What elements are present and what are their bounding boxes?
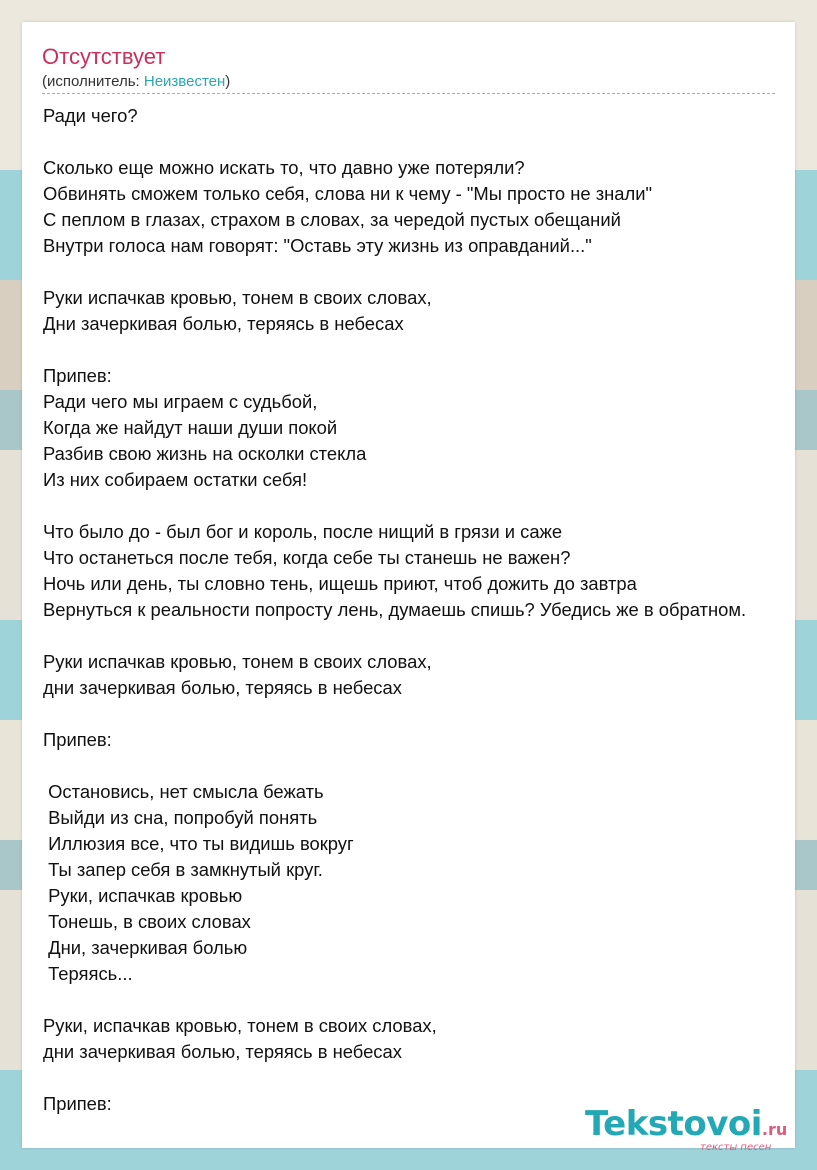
blank-line (43, 129, 746, 155)
song-title: Отсутствует (42, 44, 166, 69)
lyric-line: Разбив свою жизнь на осколки стекла (43, 443, 367, 464)
blank-line (43, 753, 746, 779)
lyric-line: Когда же найдут наши души покой (43, 417, 338, 438)
lyric-line: Вернуться к реальности попросту лень, думаешь спишь? Убедись же в обратном. (43, 599, 747, 620)
lyric-line: Из них собираем остатки себя! (43, 469, 308, 490)
lyric-line: Руки, испачкав кровью (43, 885, 243, 906)
artist-line (42, 73, 230, 91)
divider (42, 93, 775, 94)
lyric-line: Иллюзия все, что ты видишь вокруг (43, 833, 354, 854)
blank-line (43, 701, 746, 727)
lyric-line: дни зачеркивая болью, теряясь в небесах (43, 677, 402, 698)
site-logo[interactable] (585, 1104, 788, 1153)
lyric-line: Припев: (43, 1093, 112, 1114)
lyric-line: Ночь или день, ты словно тень, ищешь приют, чтоб дожить до завтра (43, 573, 637, 594)
lyric-line: Ради чего? (43, 105, 138, 126)
lyric-line: Остановись, нет смысла бежать (43, 781, 324, 802)
logo-main-text: Tekstovoi (585, 1104, 762, 1144)
lyric-line: Руки испачкав кровью, тонем в своих словах, (43, 287, 432, 308)
artist-prefix: (исполнитель: (42, 73, 144, 90)
blank-line (43, 1065, 746, 1091)
lyric-line: Ради чего мы играем с судьбой, (43, 391, 318, 412)
lyric-line: Что останеться после тебя, когда себе ты станешь не важен? (43, 547, 571, 568)
lyric-line: дни зачеркивая болью, теряясь в небесах (43, 1041, 402, 1062)
artist-link[interactable]: Неизвестен (143, 73, 226, 90)
lyric-line: Руки испачкав кровью, тонем в своих словах, (43, 651, 432, 672)
blank-line (43, 987, 746, 1013)
lyric-line: Внутри голоса нам говорят: "Оставь эту жизнь из оправданий..." (43, 235, 592, 256)
lyric-line: Обвинять сможем только себя, слова ни к чему - "Мы просто не знали" (43, 183, 653, 204)
lyric-line: Теряясь... (43, 963, 133, 984)
blank-line (43, 623, 746, 649)
lyric-line: Выйди из сна, попробуй понять (43, 807, 318, 828)
lyric-line: Припев: (43, 729, 112, 750)
lyrics-text (43, 103, 746, 1117)
blank-line (43, 337, 746, 363)
blank-line (43, 493, 746, 519)
lyric-line: Тонешь, в своих словах (43, 911, 251, 932)
lyric-line: Припев: (43, 365, 112, 386)
lyric-line: С пеплом в глазах, страхом в словах, за чередой пустых обещаний (43, 209, 621, 230)
lyric-line: Что было до - был бог и король, после нищий в грязи и саже (43, 521, 563, 542)
lyric-line: Ты запер себя в замкнутый круг. (43, 859, 323, 880)
lyric-line: Руки, испачкав кровью, тонем в своих словах, (43, 1015, 437, 1036)
logo-tld: .ru (761, 1120, 788, 1139)
lyric-line: Дни, зачеркивая болью (43, 937, 248, 958)
lyrics-card (22, 22, 795, 1153)
lyric-line: Сколько еще можно искать то, что давно уже потеряли? (43, 157, 525, 178)
blank-line (43, 259, 746, 285)
logo-tagline: тексты песен (700, 1142, 772, 1153)
lyric-line: Дни зачеркивая болью, теряясь в небесах (43, 313, 404, 334)
artist-suffix: ) (225, 73, 231, 90)
